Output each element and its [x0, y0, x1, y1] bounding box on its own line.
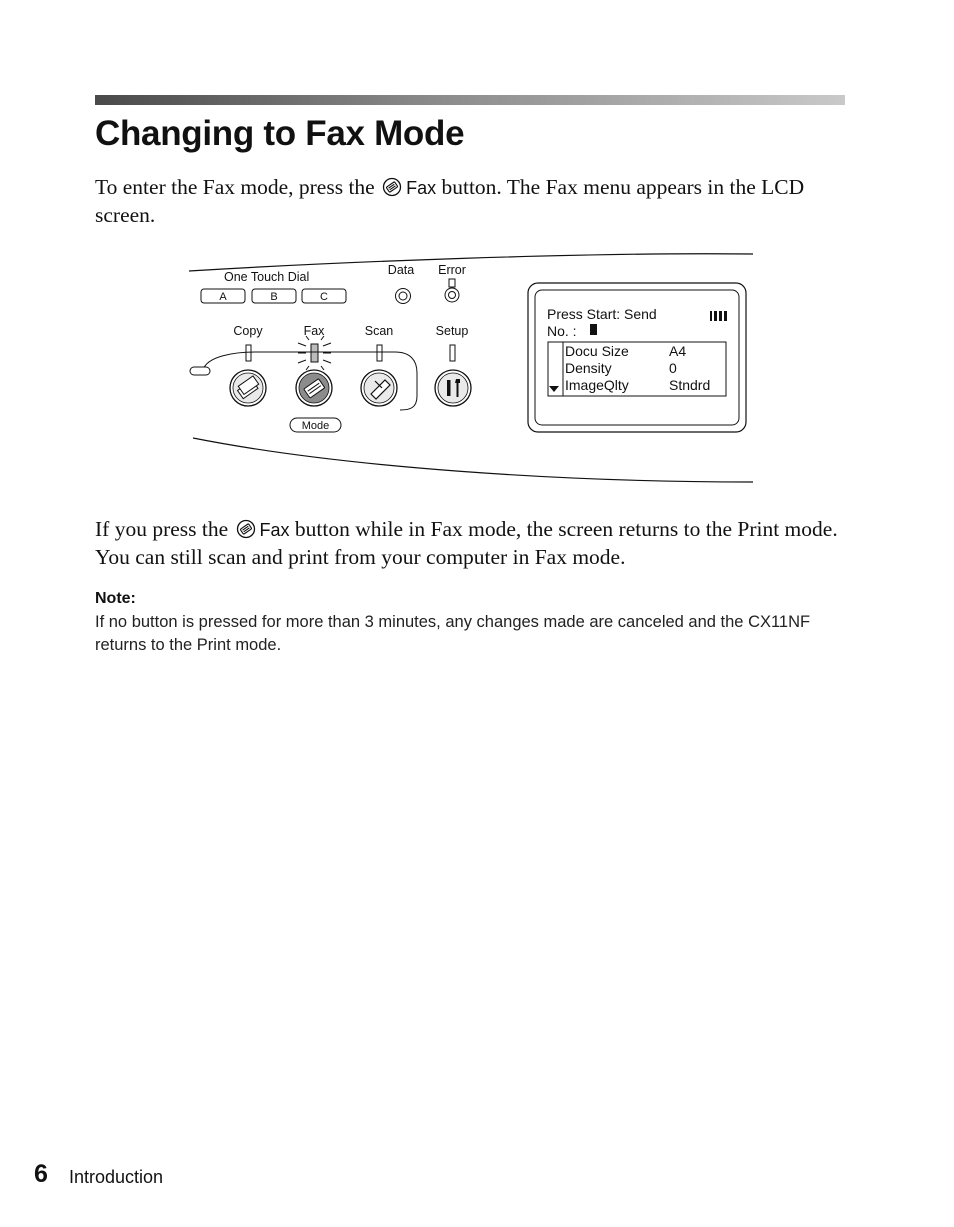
lcd-line-2: No. :: [547, 323, 577, 339]
error-indicator-icon: [445, 279, 459, 302]
fax-light-lit-icon: [298, 336, 331, 370]
lcd-line-1: Press Start: Send: [547, 306, 657, 322]
copy-button-icon: [230, 370, 266, 406]
intro-text-after: button. The Fax menu appears in the LCD screen.: [95, 175, 805, 227]
fax-button-name: Fax: [406, 178, 437, 198]
section-name: Introduction: [69, 1167, 164, 1187]
lcd-row-value: A4: [669, 343, 687, 359]
svg-text:C: C: [320, 291, 328, 303]
fax-button-icon: [382, 177, 402, 197]
lcd-row-name: Density: [565, 360, 612, 376]
control-panel-illustration: [185, 248, 760, 488]
copy-label: Copy: [233, 324, 263, 338]
fax-button-icon: [236, 519, 256, 539]
svg-text:A: A: [219, 291, 227, 303]
one-touch-dial-label: One Touch Dial: [224, 270, 310, 284]
setup-button-icon: [435, 370, 471, 406]
data-indicator-icon: [396, 289, 411, 304]
scan-label: Scan: [364, 324, 394, 338]
setup-light-icon: [450, 345, 455, 361]
page-number: 6: [34, 1160, 48, 1188]
panel-slider-icon: [190, 367, 210, 375]
lcd-row-name: ImageQlty: [565, 377, 629, 393]
one-touch-key-b: [252, 289, 296, 303]
one-touch-key-c: [302, 289, 346, 303]
control-panel-drawing: [185, 248, 760, 488]
svg-text:B: B: [270, 291, 278, 303]
header-rule: [95, 95, 845, 105]
lcd-row-value: Stndrd: [669, 377, 711, 393]
mode-button: [290, 418, 341, 432]
fax-label: Fax: [303, 324, 325, 338]
copy-light-icon: [246, 345, 251, 361]
intro-paragraph: [95, 174, 847, 229]
lcd-screen: [528, 283, 746, 432]
page-title: Changing to Fax Mode: [95, 114, 465, 153]
lcd-row-name: Docu Size: [565, 343, 629, 359]
svg-text:Mode: Mode: [301, 420, 330, 432]
fax-button-icon: [296, 370, 332, 406]
fax-return-paragraph: [95, 516, 847, 571]
fax-button-name: Fax: [259, 520, 290, 540]
note-label: Note:: [95, 590, 136, 607]
intro-text-before: To enter the Fax mode, press the: [95, 175, 375, 199]
note-text: If no button is pressed for more than 3 minutes, any changes made are canceled and the CX11NF returns to the Print mode.: [95, 613, 811, 654]
data-label: Data: [387, 263, 415, 277]
fax-return-text-after: button while in Fax mode, the screen returns to the Print mode. You can still scan and print from your computer in Fax mode.: [95, 517, 838, 569]
fax-return-text-before: If you press the: [95, 517, 229, 541]
one-touch-key-a: [201, 289, 245, 303]
error-label: Error: [438, 263, 466, 277]
scan-light-icon: [377, 345, 382, 361]
lcd-row-value: 0: [669, 360, 677, 376]
lcd-cursor-icon: [590, 324, 597, 335]
setup-label: Setup: [435, 324, 469, 338]
scan-button-icon: [361, 370, 397, 406]
